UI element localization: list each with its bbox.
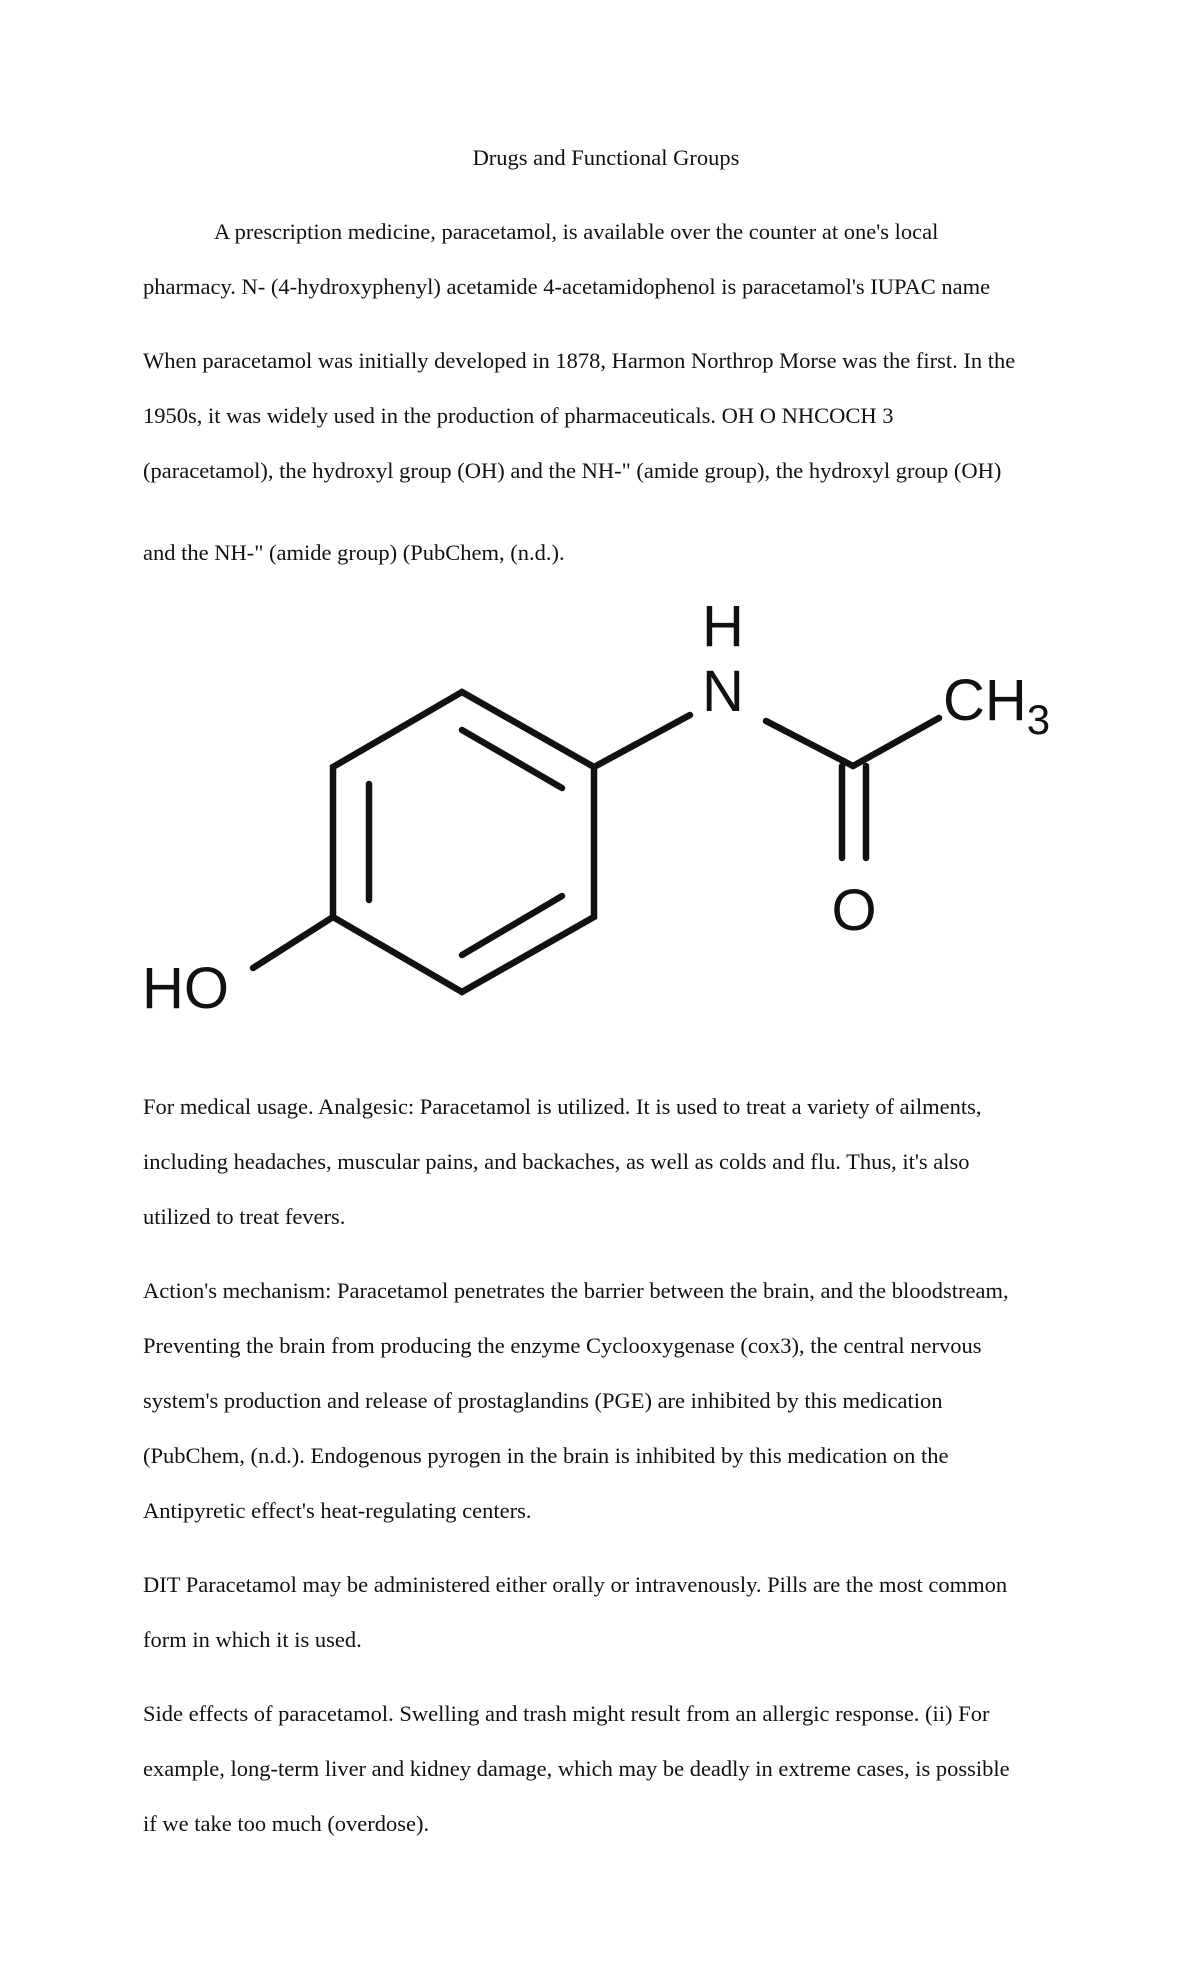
text-line: (paracetamol), the hydroxyl group (OH) and the NH-" (amide group), the hydroxyl group (OH)	[143, 458, 1002, 483]
text-line: Antipyretic effect's heat-regulating centers.	[143, 1498, 532, 1523]
methyl-subscript: 3	[1026, 696, 1051, 743]
text-line: A prescription medicine, paracetamol, is available over the counter at one's local	[214, 219, 939, 244]
text-line: utilized to treat fevers.	[143, 1204, 346, 1229]
text-line: and the NH-" (amide group) (PubChem, (n.d.).	[143, 540, 565, 565]
text-line: pharmacy. N- (4-hydroxyphenyl) acetamide 4-acetamidophenol is paracetamol's IUPAC name	[143, 274, 991, 299]
text-line: Side effects of paracetamol. Swelling and trash might result from an allergic response. (ii) For	[143, 1701, 990, 1726]
text-line: 1950s, it was widely used in the production of pharmaceuticals. OH O NHCOCH 3	[143, 403, 894, 428]
text-line: if we take too much (overdose).	[143, 1811, 430, 1836]
text-line: form in which it is used.	[143, 1627, 362, 1652]
hydroxyl-label: HO	[142, 956, 229, 1021]
text-line: system's production and release of prostaglandins (PGE) are inhibited by this medication	[143, 1388, 943, 1413]
bonds	[253, 692, 939, 992]
text-line: Preventing the brain from producing the enzyme Cyclooxygenase (cox3), the central nervous	[143, 1333, 982, 1358]
text-line: When paracetamol was initially developed in 1878, Harmon Northrop Morse was the first. In the	[143, 348, 1016, 373]
text-line: For medical usage. Analgesic: Paracetamol is utilized. It is used to treat a variety of ailments,	[143, 1094, 982, 1119]
text-line: DIT Paracetamol may be administered either orally or intravenously. Pills are the most common	[143, 1572, 1008, 1597]
text-line: including headaches, muscular pains, and backaches, as well as colds and flu. Thus, it's also	[143, 1149, 970, 1174]
methyl-label	[943, 668, 1050, 743]
nitrogen-label: N	[702, 659, 744, 724]
text-line: (PubChem, (n.d.). Endogenous pyrogen in the brain is inhibited by this medication on the	[143, 1443, 949, 1468]
methyl-ch: CH	[943, 668, 1027, 733]
oxygen-label: O	[831, 878, 877, 943]
text-line: example, long-term liver and kidney damage, which may be deadly in extreme cases, is possible	[143, 1756, 1010, 1781]
text-line: Action's mechanism: Paracetamol penetrates the barrier between the brain, and the bloodstream,	[143, 1278, 1009, 1303]
hydrogen-label: H	[702, 594, 744, 659]
page-title: Drugs and Functional Groups	[472, 145, 740, 170]
